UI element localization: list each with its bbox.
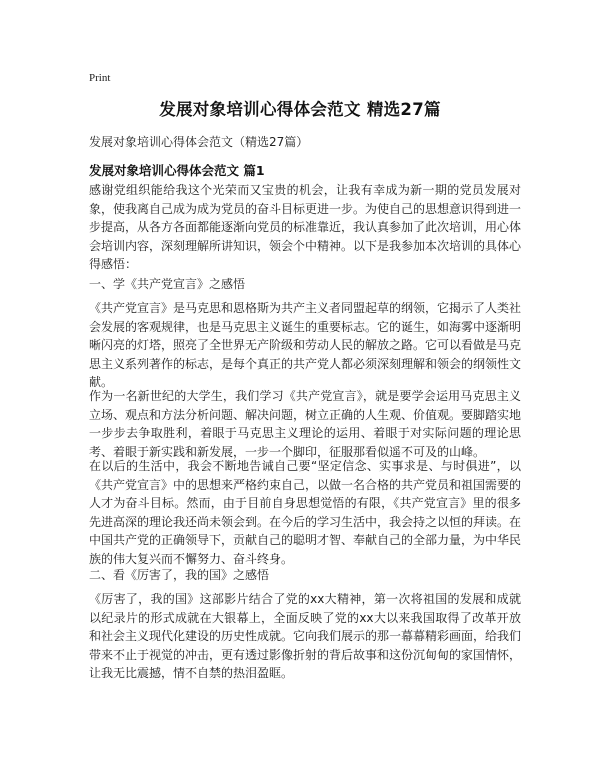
document-title: 发展对象培训心得体会范文 精选27篇 [159,100,441,119]
section-1-paragraph-1: 《共产党宣言》是马克思和恩格斯为共产主义者同盟起草的纲领，它揭示了人类社会发展的客观规律，也是马克思主义诞生的重要标志。它的诞生，如海雾中逐渐明晰闪亮的灯塔，照亮了全世界无产阶级和劳动人民的解放之路。它可以看做是马克思主义系列著作的标志，是每个真正的共产党人都必须深刻理解和领会的纲领性文献。 [89,301,522,390]
section-1-title: 一、学《共产党宣言》之感悟 [89,277,246,291]
section-2-paragraph-1: 《厉害了，我的国》这部影片结合了党的xx大精神，第一次将祖国的发展和成就以纪录片的形式成就在大银幕上，全面反映了党的xx大以来我国取得了改革开放和社会主义现代化建设的历史性成就。它向我们展示的那一幕幕精彩画面，给我们带来不止于视觉的冲击，更有透过影像折射的背后故事和这份沉甸甸的家国情怀，让我无比震撼，情不自禁的热泪盈眶。 [89,592,522,681]
section-2-title: 二、看《厉害了，我的国》之感悟 [89,568,270,582]
section-1-paragraph-2: 作为一名新世纪的大学生，我们学习《共产党宣言》，就是要学会运用马克思主义立场、观点和方法分析问题、解决问题，树立正确的人生观、价值观。要脚踏实地一步步去争取胜利，着眼于马克思主义理论的运用、着眼于对实际问题的理论思考、着眼于新实践和新发展，一步一个脚印，征服那看似遥不可及的山峰。 [89,389,522,459]
section-1-paragraph-3: 在以后的生活中，我会不断地告诫自己要“坚定信念、实事求是、与时俱进”，以《共产党宣言》中的思想来严格约束自己，以做一名合格的共产党员和祖国需要的人才为奋斗目标。然而，由于目前自身思想觉悟的有限，《共产党宣言》里的很多先进高深的理论我还尚未领会到。在今后的学习生活中，我会持之以恒的拜读。在中国共产党的正确领导下，贡献自己的聪明才智、奉献自己的全部力量，为中华民族的伟大复兴而不懈努力、奋斗终身。 [89,459,522,566]
print-label[interactable]: Print [89,72,111,84]
intro-paragraph: 感谢党组织能给我这个光荣而又宝贵的机会，让我有幸成为新一期的党员发展对象，使我离自己成为成为党员的奋斗目标更进一步。为使自己的思想意识得到进一步提高，从各方各面都能逐渐向党员的标准靠近，我认真参加了此次培训，用心体会培训内容，深刻理解所讲知识，领会个中精神。以下是我参加本次培训的具体心得感悟： [89,183,522,272]
document-subtitle: 发展对象培训心得体会范文（精选27篇） [89,135,309,149]
article-heading: 发展对象培训心得体会范文 篇1 [89,163,265,178]
